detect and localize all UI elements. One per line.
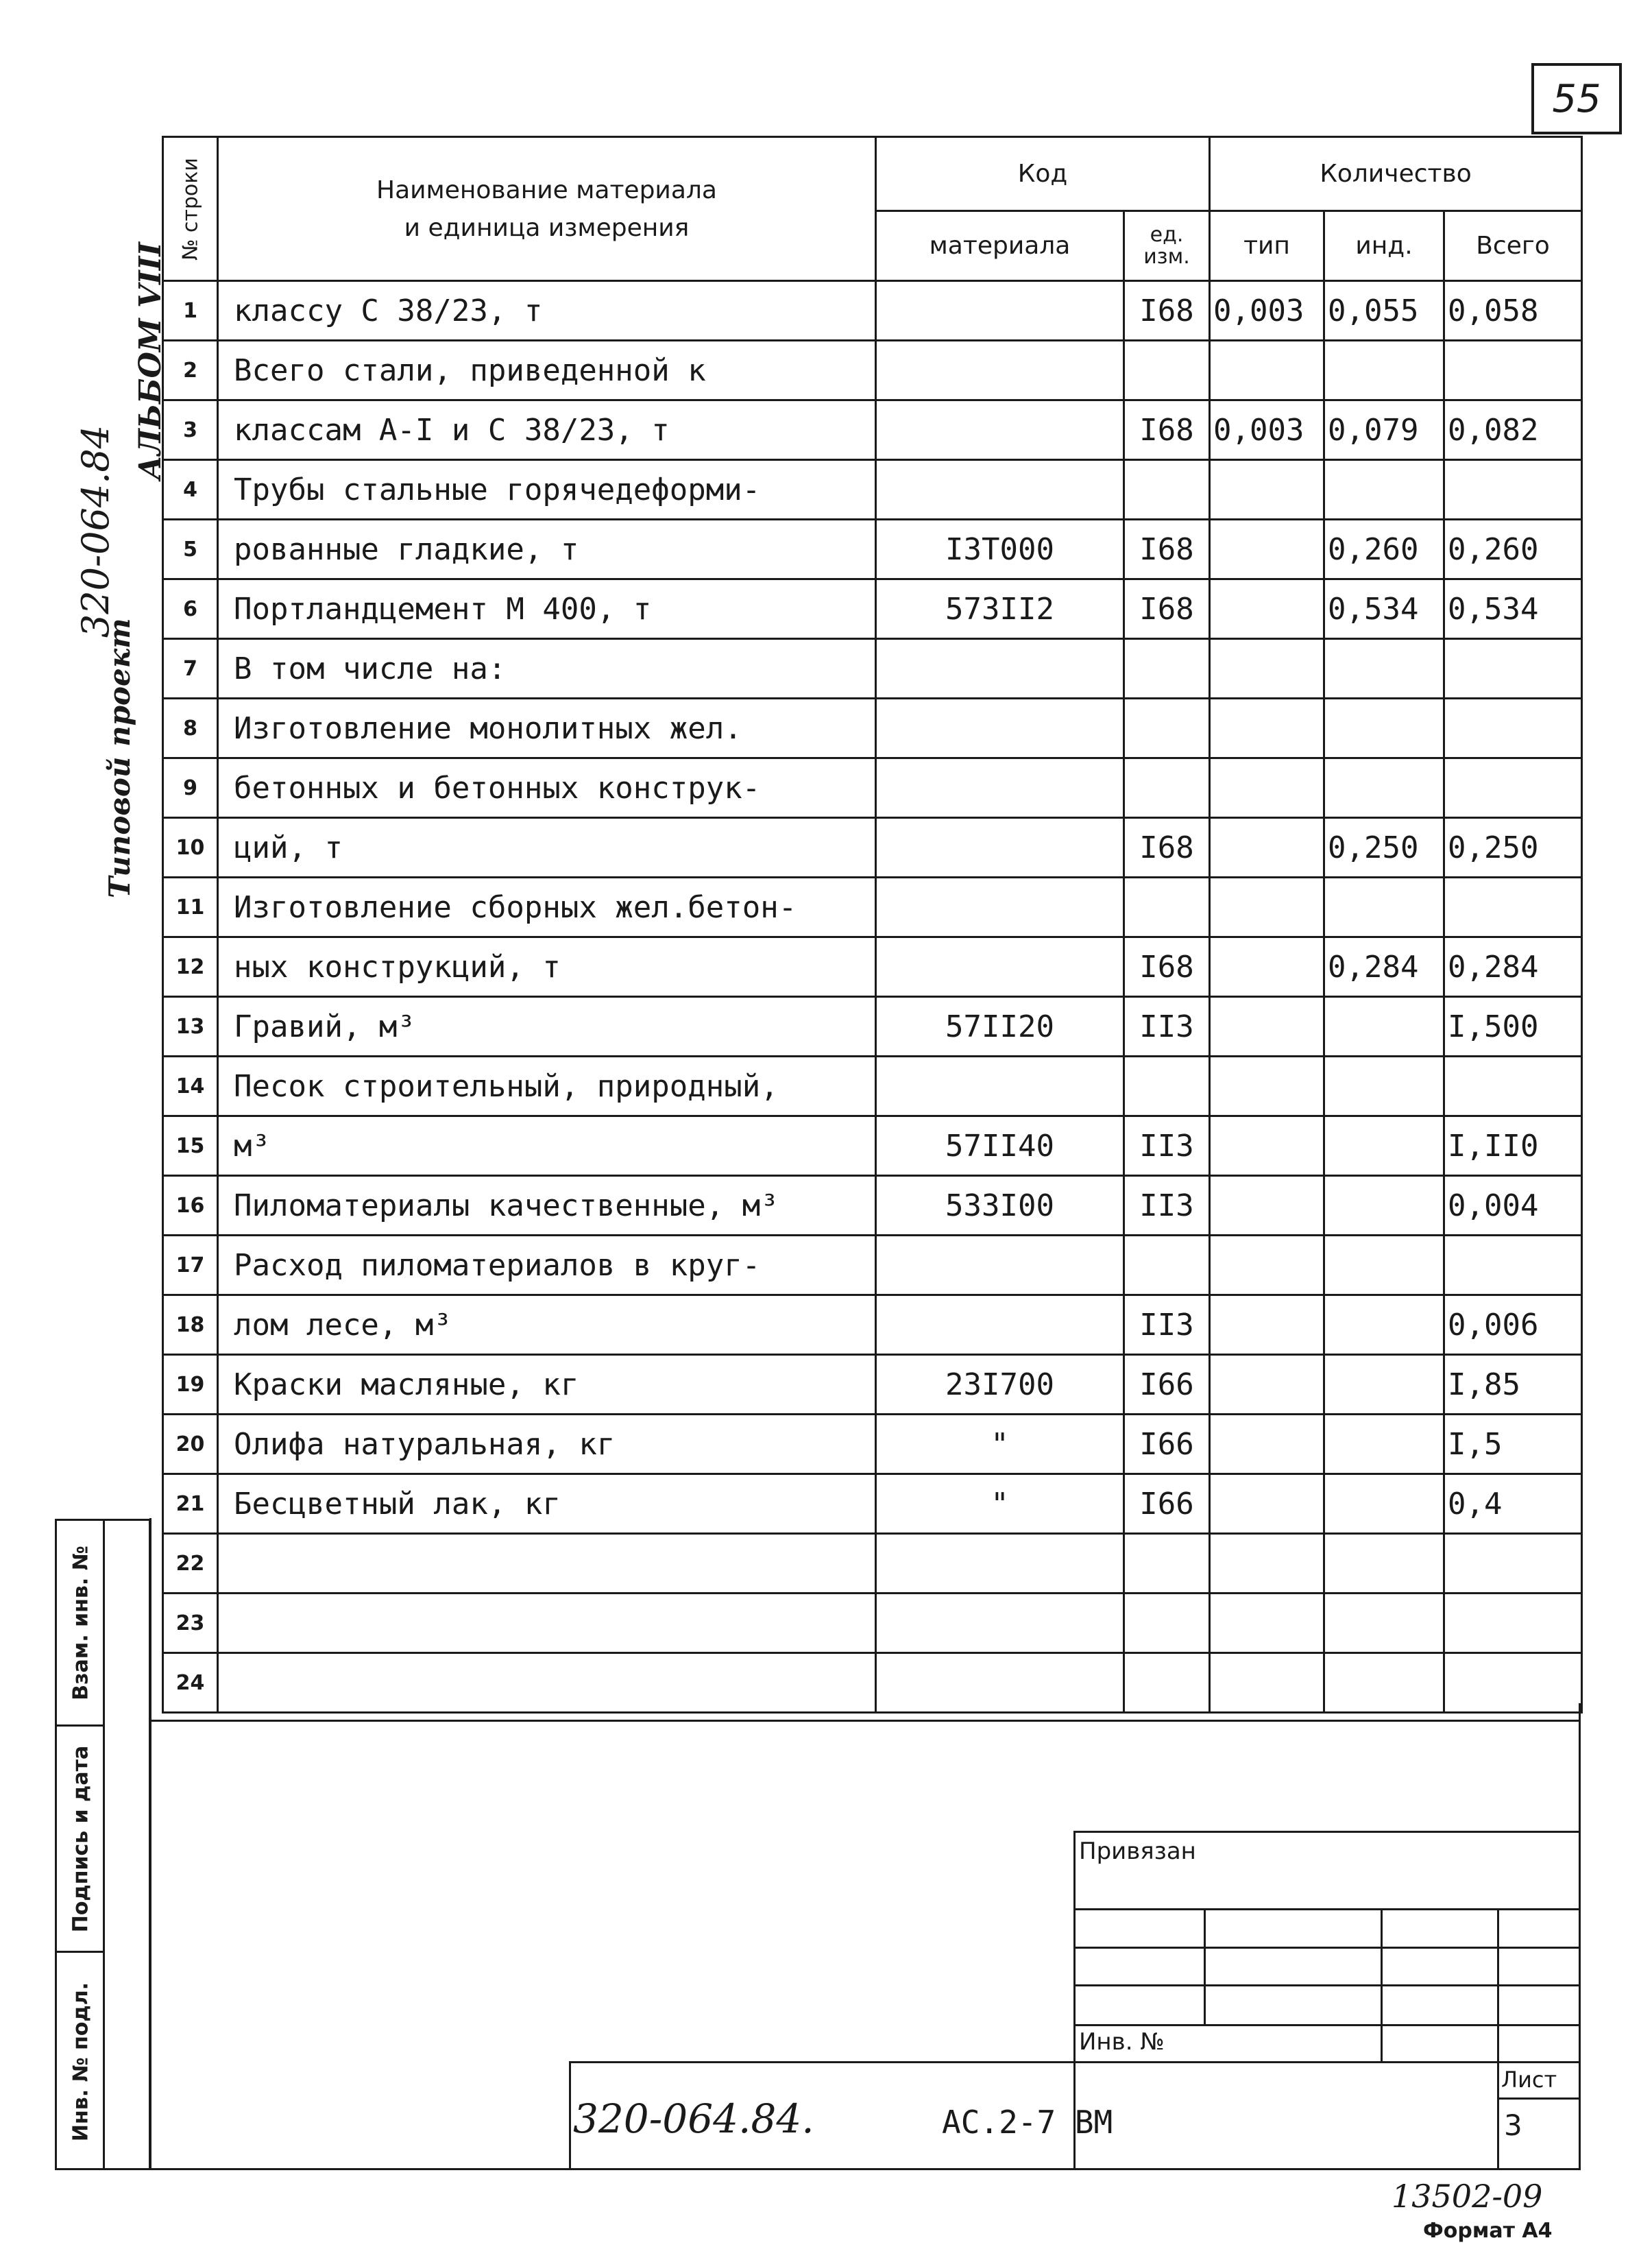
qty-total-cell: 0,082 bbox=[1444, 400, 1582, 460]
sheet-number: 3 bbox=[1504, 2108, 1522, 2142]
qty-type-cell bbox=[1210, 699, 1324, 758]
table-row bbox=[163, 639, 1582, 699]
strip-inv-orig-label: Инв. № подл. bbox=[69, 1982, 93, 2141]
row-number-cell: 5 bbox=[163, 520, 218, 579]
qty-ind-cell: 0,079 bbox=[1324, 400, 1444, 460]
table-row bbox=[163, 1653, 1582, 1713]
qty-ind-cell bbox=[1324, 460, 1444, 520]
qty-total-cell bbox=[1444, 639, 1582, 699]
qty-ind-cell: 0,260 bbox=[1324, 520, 1444, 579]
qty-ind-cell bbox=[1324, 1355, 1444, 1415]
name-header-line2: и единица измерения bbox=[404, 213, 690, 242]
row-number-cell: 9 bbox=[163, 758, 218, 818]
stamp-vline-5 bbox=[569, 2061, 571, 2168]
row-number-cell: 19 bbox=[163, 1355, 218, 1415]
qty-total-cell bbox=[1444, 758, 1582, 818]
unit-code-cell bbox=[1124, 1057, 1210, 1116]
qty-total-cell: I,5 bbox=[1444, 1415, 1582, 1474]
table-row bbox=[163, 1534, 1582, 1594]
row-number-cell: 22 bbox=[163, 1534, 218, 1594]
unit-header-line1: ед. bbox=[1150, 222, 1184, 247]
row-number-cell: 18 bbox=[163, 1295, 218, 1355]
qty-total-cell bbox=[1444, 1534, 1582, 1594]
qty-type-cell bbox=[1210, 1057, 1324, 1116]
table-row bbox=[163, 1295, 1582, 1355]
table-row bbox=[163, 281, 1582, 341]
row-number-header: № строки bbox=[163, 137, 218, 281]
unit-code-cell: II3 bbox=[1124, 1176, 1210, 1236]
unit-code-cell: I66 bbox=[1124, 1355, 1210, 1415]
project-code-margin: 320-064.84 bbox=[74, 424, 117, 638]
material-code-cell: 57II40 bbox=[876, 1116, 1124, 1176]
qty-ind-cell: 0,055 bbox=[1324, 281, 1444, 341]
header-row-top bbox=[163, 137, 1582, 211]
row-number-cell: 20 bbox=[163, 1415, 218, 1474]
strip-inv-replace bbox=[57, 1521, 105, 1727]
qty-total-cell bbox=[1444, 1594, 1582, 1653]
qty-total-cell bbox=[1444, 341, 1582, 400]
qty-total-cell: I,85 bbox=[1444, 1355, 1582, 1415]
format-label: Формат А4 bbox=[1423, 2219, 1553, 2243]
qty-total-cell: 0,534 bbox=[1444, 579, 1582, 639]
strip-inv-replace-label: Взам. инв. № bbox=[69, 1545, 93, 1700]
unit-code-cell: I66 bbox=[1124, 1474, 1210, 1534]
qty-ind-cell bbox=[1324, 878, 1444, 937]
material-code-cell: 57II20 bbox=[876, 997, 1124, 1057]
archive-number: 13502-09 bbox=[1392, 2178, 1543, 2215]
unit-code-cell: II3 bbox=[1124, 1295, 1210, 1355]
qty-ind-cell bbox=[1324, 1415, 1444, 1474]
material-name-cell: Портландцемент М 400, т bbox=[218, 579, 876, 639]
row-number-cell: 12 bbox=[163, 937, 218, 997]
qty-total-cell: 0,004 bbox=[1444, 1176, 1582, 1236]
qty-ind-cell bbox=[1324, 997, 1444, 1057]
strip-sign-date-label: Подпись и дата bbox=[69, 1745, 93, 1932]
table-row bbox=[163, 1355, 1582, 1415]
material-code-cell: I3T000 bbox=[876, 520, 1124, 579]
qty-ind-cell: 0,250 bbox=[1324, 818, 1444, 878]
qty-ind-cell bbox=[1324, 758, 1444, 818]
table-row bbox=[163, 699, 1582, 758]
qty-ind-cell: 0,534 bbox=[1324, 579, 1444, 639]
frame-left-line bbox=[149, 1518, 151, 2169]
row-number-cell: 21 bbox=[163, 1474, 218, 1534]
unit-code-cell: I68 bbox=[1124, 937, 1210, 997]
album-label: АЛЬБОМ VIII bbox=[133, 242, 168, 480]
material-code-cell bbox=[876, 341, 1124, 400]
qty-ind-cell bbox=[1324, 1057, 1444, 1116]
frame-right-line bbox=[1579, 1703, 1581, 2169]
table-row bbox=[163, 1116, 1582, 1176]
material-code-cell bbox=[876, 937, 1124, 997]
row-number-cell: 11 bbox=[163, 878, 218, 937]
sheet-label: Лист bbox=[1501, 2067, 1557, 2093]
qty-ind-cell bbox=[1324, 1236, 1444, 1295]
table-row bbox=[163, 818, 1582, 878]
stamp-hline-4 bbox=[1073, 1984, 1581, 1986]
qty-type-cell bbox=[1210, 1594, 1324, 1653]
material-name-cell: Трубы стальные горячедеформи- bbox=[218, 460, 876, 520]
qty-type-cell bbox=[1210, 937, 1324, 997]
qty-total-cell: I,II0 bbox=[1444, 1116, 1582, 1176]
unit-code-cell: I68 bbox=[1124, 281, 1210, 341]
material-code-cell bbox=[876, 1653, 1124, 1713]
material-code-cell: 23I700 bbox=[876, 1355, 1124, 1415]
table-row bbox=[163, 341, 1582, 400]
unit-code-cell bbox=[1124, 699, 1210, 758]
qty-type-cell bbox=[1210, 1236, 1324, 1295]
unit-code-cell bbox=[1124, 758, 1210, 818]
qty-type-cell bbox=[1210, 818, 1324, 878]
row-number-cell: 3 bbox=[163, 400, 218, 460]
table-row bbox=[163, 878, 1582, 937]
table-row bbox=[163, 1594, 1582, 1653]
qty-type-cell bbox=[1210, 579, 1324, 639]
strip-inv-orig bbox=[57, 1953, 105, 2170]
code-header: Код bbox=[876, 137, 1210, 211]
material-code-cell bbox=[876, 400, 1124, 460]
strip-sign-date bbox=[57, 1727, 105, 1953]
material-code-cell: 573II2 bbox=[876, 579, 1124, 639]
material-name-cell: лом лесе, м³ bbox=[218, 1295, 876, 1355]
table-row bbox=[163, 758, 1582, 818]
row-number-cell: 4 bbox=[163, 460, 218, 520]
material-name-cell: В том числе на: bbox=[218, 639, 876, 699]
qty-total-cell bbox=[1444, 699, 1582, 758]
material-code-cell bbox=[876, 1057, 1124, 1116]
stamp-vline-3 bbox=[1381, 1908, 1383, 2063]
row-number-cell: 10 bbox=[163, 818, 218, 878]
material-name-cell: рованные гладкие, т bbox=[218, 520, 876, 579]
qty-type-cell bbox=[1210, 1116, 1324, 1176]
table-row bbox=[163, 400, 1582, 460]
row-number-cell: 6 bbox=[163, 579, 218, 639]
material-name-cell bbox=[218, 1534, 876, 1594]
table-row bbox=[163, 579, 1582, 639]
material-name-cell: Всего стали, приведенной к bbox=[218, 341, 876, 400]
row-number-cell: 13 bbox=[163, 997, 218, 1057]
material-name-cell: Расход пиломатериалов в круг- bbox=[218, 1236, 876, 1295]
material-name-cell: Пиломатериалы качественные, м³ bbox=[218, 1176, 876, 1236]
table-row bbox=[163, 1176, 1582, 1236]
qty-ind-cell bbox=[1324, 1116, 1444, 1176]
qty-total-cell: 0,4 bbox=[1444, 1474, 1582, 1534]
unit-code-cell: II3 bbox=[1124, 997, 1210, 1057]
materials-table bbox=[162, 136, 1583, 1714]
table-row bbox=[163, 937, 1582, 997]
qty-total-header: Всего bbox=[1444, 211, 1582, 281]
row-number-cell: 2 bbox=[163, 341, 218, 400]
unit-code-cell: I66 bbox=[1124, 1415, 1210, 1474]
project-type-label: Типовой проект bbox=[103, 618, 136, 898]
row-number-cell: 17 bbox=[163, 1236, 218, 1295]
material-name-cell: бетонных и бетонных конструк- bbox=[218, 758, 876, 818]
qty-type-cell bbox=[1210, 341, 1324, 400]
table-row bbox=[163, 460, 1582, 520]
frame-table-bottom-line bbox=[149, 1720, 1581, 1722]
qty-type-cell bbox=[1210, 758, 1324, 818]
material-code-cell bbox=[876, 1295, 1124, 1355]
attached-label: Привязан bbox=[1079, 1838, 1196, 1865]
qty-ind-cell bbox=[1324, 341, 1444, 400]
unit-header-line2: изм. bbox=[1143, 244, 1190, 269]
material-name-cell: Изготовление монолитных жел. bbox=[218, 699, 876, 758]
material-code-cell bbox=[876, 878, 1124, 937]
unit-code-cell bbox=[1124, 1653, 1210, 1713]
material-name-cell: ных конструкций, т bbox=[218, 937, 876, 997]
unit-code-cell bbox=[1124, 1534, 1210, 1594]
qty-type-cell bbox=[1210, 1534, 1324, 1594]
name-header bbox=[218, 137, 876, 281]
qty-type-cell bbox=[1210, 1474, 1324, 1534]
qty-ind-cell bbox=[1324, 639, 1444, 699]
unit-code-cell: II3 bbox=[1124, 1116, 1210, 1176]
qty-ind-cell: 0,284 bbox=[1324, 937, 1444, 997]
handwritten-project-code: 320-064.84. bbox=[573, 2095, 814, 2142]
unit-code-cell bbox=[1124, 1236, 1210, 1295]
stamp-hline-7 bbox=[1497, 2097, 1581, 2100]
qty-total-cell bbox=[1444, 1057, 1582, 1116]
stamp-hline-3 bbox=[1073, 1947, 1581, 1949]
material-code-cell bbox=[876, 699, 1124, 758]
qty-total-cell bbox=[1444, 1236, 1582, 1295]
material-name-cell: классу С 38/23, т bbox=[218, 281, 876, 341]
table-row bbox=[163, 1474, 1582, 1534]
qty-ind-cell bbox=[1324, 1474, 1444, 1534]
material-code-cell: " bbox=[876, 1474, 1124, 1534]
material-code-cell bbox=[876, 1594, 1124, 1653]
qty-type-cell bbox=[1210, 997, 1324, 1057]
material-code-cell: 533I00 bbox=[876, 1176, 1124, 1236]
unit-code-cell bbox=[1124, 341, 1210, 400]
material-name-cell bbox=[218, 1594, 876, 1653]
stamp-hline-6 bbox=[569, 2061, 1581, 2063]
row-number-cell: 24 bbox=[163, 1653, 218, 1713]
qty-type-header: тип bbox=[1210, 211, 1324, 281]
qty-type-cell bbox=[1210, 1653, 1324, 1713]
unit-code-cell bbox=[1124, 460, 1210, 520]
qty-ind-cell bbox=[1324, 1534, 1444, 1594]
material-name-cell: м³ bbox=[218, 1116, 876, 1176]
qty-ind-cell bbox=[1324, 1295, 1444, 1355]
unit-code-cell bbox=[1124, 878, 1210, 937]
material-code-cell bbox=[876, 1534, 1124, 1594]
unit-code-cell: I68 bbox=[1124, 400, 1210, 460]
material-name-cell bbox=[218, 1653, 876, 1713]
frame-bottom-line bbox=[149, 2168, 1581, 2170]
row-number-cell: 23 bbox=[163, 1594, 218, 1653]
stamp-vline-4 bbox=[1497, 1908, 1499, 2168]
qty-total-cell bbox=[1444, 878, 1582, 937]
qty-type-cell bbox=[1210, 1415, 1324, 1474]
row-number-cell: 1 bbox=[163, 281, 218, 341]
row-number-cell: 7 bbox=[163, 639, 218, 699]
code-material-header: материала bbox=[876, 211, 1124, 281]
unit-code-cell: I68 bbox=[1124, 579, 1210, 639]
inv-no-label: Инв. № bbox=[1079, 2028, 1165, 2056]
stamp-hline-2 bbox=[1073, 1908, 1581, 1910]
stamp-hline-5 bbox=[1073, 2024, 1581, 2026]
material-name-cell: Гравий, м³ bbox=[218, 997, 876, 1057]
table-row bbox=[163, 1057, 1582, 1116]
qty-type-cell bbox=[1210, 1355, 1324, 1415]
qty-type-cell bbox=[1210, 1176, 1324, 1236]
qty-total-cell: 0,250 bbox=[1444, 818, 1582, 878]
material-name-cell: Изготовление сборных жел.бетон- bbox=[218, 878, 876, 937]
qty-ind-cell bbox=[1324, 1176, 1444, 1236]
name-header-line1: Наименование материала bbox=[376, 176, 717, 204]
material-code-cell bbox=[876, 758, 1124, 818]
qty-total-cell bbox=[1444, 1653, 1582, 1713]
qty-type-cell: 0,003 bbox=[1210, 400, 1324, 460]
unit-code-cell: I68 bbox=[1124, 520, 1210, 579]
qty-type-cell bbox=[1210, 1295, 1324, 1355]
left-stamp-strip bbox=[55, 1519, 151, 2170]
qty-type-cell bbox=[1210, 460, 1324, 520]
row-number-cell: 8 bbox=[163, 699, 218, 758]
qty-type-cell: 0,003 bbox=[1210, 281, 1324, 341]
unit-code-cell bbox=[1124, 639, 1210, 699]
material-name-cell: ций, т bbox=[218, 818, 876, 878]
qty-ind-cell bbox=[1324, 1594, 1444, 1653]
stamp-hline-1 bbox=[1073, 1831, 1581, 1833]
qty-total-cell: 0,058 bbox=[1444, 281, 1582, 341]
qty-type-cell bbox=[1210, 639, 1324, 699]
qty-type-cell bbox=[1210, 878, 1324, 937]
table-row bbox=[163, 1236, 1582, 1295]
code-unit-header bbox=[1124, 211, 1210, 281]
material-code-cell bbox=[876, 639, 1124, 699]
row-number-cell: 16 bbox=[163, 1176, 218, 1236]
qty-ind-cell bbox=[1324, 1653, 1444, 1713]
qty-total-cell bbox=[1444, 460, 1582, 520]
material-code-cell: " bbox=[876, 1415, 1124, 1474]
material-code-cell bbox=[876, 460, 1124, 520]
page-number: 55 bbox=[1531, 63, 1622, 134]
quantity-header: Количество bbox=[1210, 137, 1582, 211]
unit-code-cell bbox=[1124, 1594, 1210, 1653]
material-name-cell: Олифа натуральная, кг bbox=[218, 1415, 876, 1474]
material-code-cell bbox=[876, 281, 1124, 341]
qty-total-cell: 0,006 bbox=[1444, 1295, 1582, 1355]
qty-ind-header: инд. bbox=[1324, 211, 1444, 281]
material-name-cell: Краски масляные, кг bbox=[218, 1355, 876, 1415]
qty-type-cell bbox=[1210, 520, 1324, 579]
table-row bbox=[163, 520, 1582, 579]
material-name-cell: Песок строительный, природный, bbox=[218, 1057, 876, 1116]
qty-total-cell: I,500 bbox=[1444, 997, 1582, 1057]
row-number-cell: 15 bbox=[163, 1116, 218, 1176]
unit-code-cell: I68 bbox=[1124, 818, 1210, 878]
table-row bbox=[163, 997, 1582, 1057]
qty-total-cell: 0,260 bbox=[1444, 520, 1582, 579]
material-name-cell: классам А-I и С 38/23, т bbox=[218, 400, 876, 460]
qty-ind-cell bbox=[1324, 699, 1444, 758]
document-mark: АС.2-7 ВМ bbox=[942, 2104, 1113, 2141]
material-code-cell bbox=[876, 1236, 1124, 1295]
material-name-cell: Бесцветный лак, кг bbox=[218, 1474, 876, 1534]
material-code-cell bbox=[876, 818, 1124, 878]
table-row bbox=[163, 1415, 1582, 1474]
qty-total-cell: 0,284 bbox=[1444, 937, 1582, 997]
row-number-cell: 14 bbox=[163, 1057, 218, 1116]
stamp-vline-2 bbox=[1204, 1908, 1206, 2024]
